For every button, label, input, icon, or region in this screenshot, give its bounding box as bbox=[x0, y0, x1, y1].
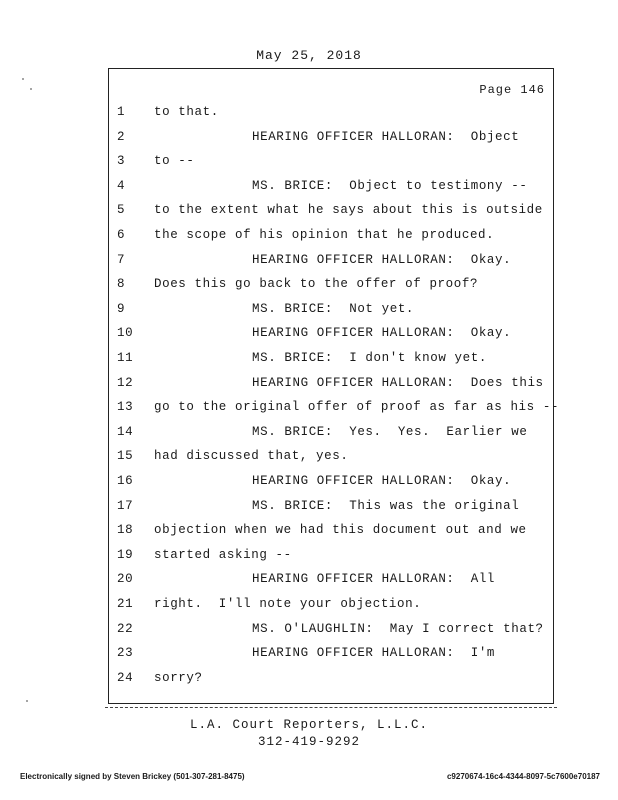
transcript-line bbox=[109, 523, 549, 547]
line-number: 17 bbox=[117, 498, 134, 513]
line-number: 6 bbox=[117, 228, 126, 242]
line-text: MS. BRICE: Object to testimony -- bbox=[252, 178, 528, 193]
scan-speck bbox=[30, 88, 32, 90]
line-number: 15 bbox=[117, 449, 134, 464]
transcript-line bbox=[109, 449, 549, 473]
line-text: right. I'll note your objection. bbox=[154, 597, 422, 611]
transcript-line bbox=[109, 179, 549, 203]
line-number: 22 bbox=[117, 621, 134, 636]
line-text: HEARING OFFICER HALLORAN: Okay. bbox=[252, 326, 512, 341]
line-text: the scope of his opinion that he produced. bbox=[154, 228, 495, 242]
line-number: 14 bbox=[117, 424, 134, 439]
line-text: HEARING OFFICER HALLORAN: Okay. bbox=[252, 252, 512, 267]
line-number: 18 bbox=[117, 523, 134, 538]
line-text: HEARING OFFICER HALLORAN: Object bbox=[252, 129, 520, 144]
line-number: 16 bbox=[117, 474, 134, 488]
transcript-line bbox=[109, 572, 549, 596]
line-text: sorry? bbox=[154, 670, 203, 685]
transcript-line bbox=[109, 228, 549, 252]
line-number: 13 bbox=[117, 400, 134, 415]
transcript-date: May 25, 2018 bbox=[256, 48, 362, 63]
line-text: objection when we had this document out and we bbox=[154, 523, 527, 538]
transcript-line bbox=[109, 154, 549, 178]
line-text: MS. BRICE: I don't know yet. bbox=[252, 351, 487, 365]
transcript-line bbox=[109, 376, 549, 400]
line-number: 4 bbox=[117, 178, 126, 193]
line-text: HEARING OFFICER HALLORAN: All bbox=[252, 572, 496, 587]
electronic-signature-note: Electronically signed by Steven Brickey (501-307-281-8475) bbox=[20, 772, 245, 781]
transcript-line bbox=[109, 622, 549, 646]
transcript-line bbox=[109, 400, 560, 424]
line-text: MS. BRICE: Not yet. bbox=[252, 301, 415, 316]
line-text: MS. BRICE: Yes. Yes. Earlier we bbox=[252, 424, 528, 439]
transcript-line bbox=[109, 130, 549, 154]
line-number: 19 bbox=[117, 547, 134, 562]
line-text: HEARING OFFICER HALLORAN: I'm bbox=[252, 646, 496, 661]
line-number: 5 bbox=[117, 203, 126, 218]
line-text: to that. bbox=[154, 105, 219, 119]
transcript-page-frame bbox=[108, 68, 560, 704]
line-number: 20 bbox=[117, 572, 134, 587]
transcript-line bbox=[109, 646, 549, 670]
transcript-line bbox=[109, 253, 549, 277]
line-number: 24 bbox=[117, 670, 134, 685]
transcript-line bbox=[109, 203, 549, 227]
scan-speck bbox=[22, 78, 24, 80]
transcript-line bbox=[109, 597, 549, 621]
line-number: 3 bbox=[117, 154, 126, 169]
transcript-line bbox=[109, 302, 549, 326]
line-number: 7 bbox=[117, 252, 126, 267]
line-text: started asking -- bbox=[154, 547, 292, 562]
transcript-line bbox=[109, 326, 549, 350]
line-text: to -- bbox=[154, 154, 195, 169]
line-number: 9 bbox=[117, 301, 126, 316]
transcript-line bbox=[109, 351, 549, 375]
line-number: 10 bbox=[117, 326, 134, 341]
court-reporter-phone: 312-419-9292 bbox=[257, 735, 360, 749]
transcript-line bbox=[109, 548, 549, 572]
scan-speck bbox=[26, 700, 28, 702]
transcript-line bbox=[109, 425, 549, 449]
transcript-line bbox=[109, 499, 549, 523]
line-text: Does this go back to the offer of proof? bbox=[154, 277, 479, 292]
transcript-line bbox=[109, 277, 549, 301]
line-text: MS. O'LAUGHLIN: May I correct that? bbox=[252, 621, 544, 636]
line-text: HEARING OFFICER HALLORAN: Okay. bbox=[252, 474, 512, 488]
court-reporter-firm: L.A. Court Reporters, L.L.C. bbox=[189, 718, 429, 732]
page-number: Page 146 bbox=[479, 83, 545, 97]
line-number: 11 bbox=[117, 351, 134, 365]
line-text: HEARING OFFICER HALLORAN: Does this bbox=[252, 375, 544, 390]
transcript-line bbox=[109, 474, 549, 498]
transcript-line bbox=[109, 105, 549, 129]
document-id: c9270674-16c4-4344-8097-5c7600e70187 bbox=[446, 772, 600, 781]
line-number: 8 bbox=[117, 277, 126, 292]
line-number: 2 bbox=[117, 129, 126, 144]
line-number: 12 bbox=[117, 375, 134, 390]
line-text: MS. BRICE: This was the original bbox=[252, 498, 520, 513]
line-number: 23 bbox=[117, 646, 134, 661]
line-text: go to the original offer of proof as far as his -- bbox=[154, 400, 560, 415]
line-number: 21 bbox=[117, 597, 134, 611]
line-text: had discussed that, yes. bbox=[154, 449, 349, 464]
transcript-line bbox=[109, 671, 549, 695]
line-text: to the extent what he says about this is outside bbox=[154, 203, 543, 218]
line-number: 1 bbox=[117, 105, 126, 119]
